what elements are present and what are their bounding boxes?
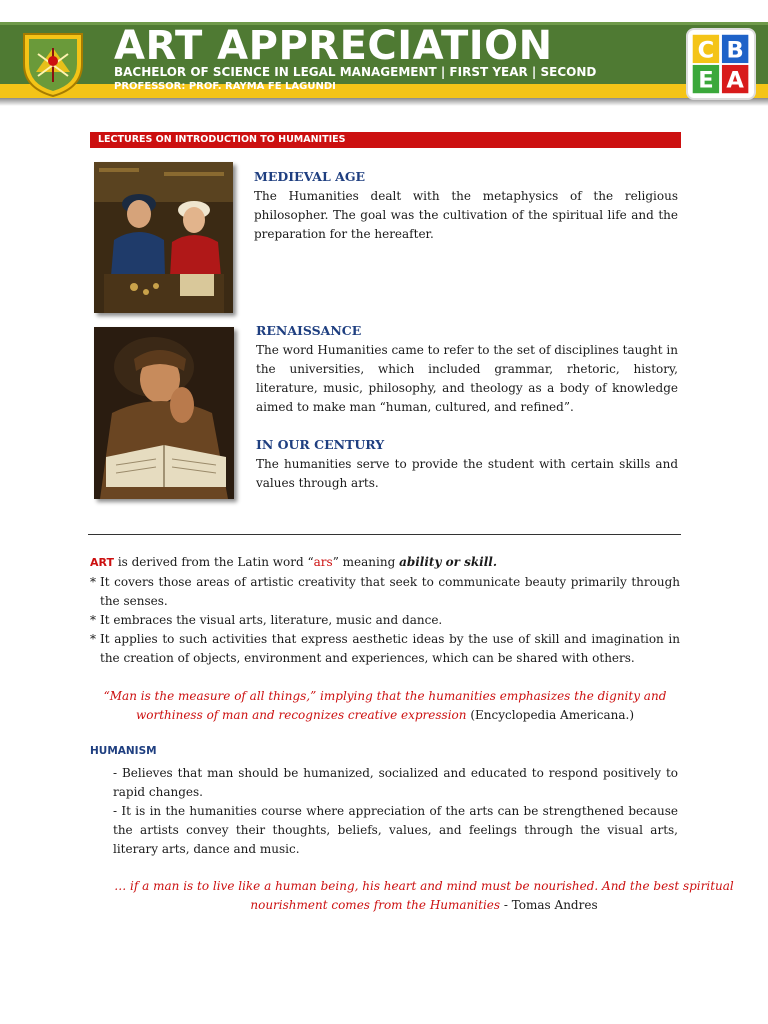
renaissance-text: The word Humanities came to refer to the set of disciplines taught in the universities, which included grammar, rhetoric, history, literature, music, philosophy, and theology as a body of knowledge aimed to make man “human, cultured, and refined”. xyxy=(256,343,678,414)
svg-text:A: A xyxy=(726,67,744,94)
page-header xyxy=(0,22,768,108)
section-divider xyxy=(88,534,681,535)
medieval-age-heading: MEDIEVAL AGE xyxy=(254,169,366,184)
closing-quote-text: … if a man is to live like a human being, his heart and mind must be nourished. And the best spiritual nourishment comes from the Humanities xyxy=(114,879,734,912)
art-definition xyxy=(90,553,497,572)
art-bullet-list xyxy=(90,573,680,668)
university-seal-icon xyxy=(20,28,86,98)
medieval-age-text: The Humanities dealt with the metaphysics of the religious philosopher. The goal was the cultivation of the spiritual life and the preparation for the hereafter. xyxy=(254,189,678,241)
section-title-bar: LECTURES ON INTRODUCTION TO HUMANITIES xyxy=(90,132,681,148)
our-century-text: The humanities serve to provide the student with certain skills and values through arts. xyxy=(256,457,678,490)
course-subtitle: BACHELOR OF SCIENCE IN LEGAL MANAGEMENT | FIRST YEAR | SECOND xyxy=(114,65,597,79)
cbea-logo-icon xyxy=(686,28,756,100)
bullet-text: It covers those areas of artistic creativity that seek to communicate beauty primarily through the senses. xyxy=(100,575,680,608)
humanism-list xyxy=(113,764,678,859)
closing-quote-author: - Tomas Andres xyxy=(500,898,598,912)
professor-line: PROFESSOR: PROF. RAYMA FE LAGUNDI xyxy=(114,81,336,92)
asterisk-icon: * xyxy=(90,575,96,589)
bullet-text: It applies to such activities that express aesthetic ideas by the use of skill and imagination in the creation of objects, environment and experiences, which can be shared with others. xyxy=(100,632,680,665)
latin-word: ars xyxy=(313,555,333,569)
art-meaning: ability or skill. xyxy=(399,555,498,569)
medieval-painting-image xyxy=(94,162,233,313)
quote-text: “Man is the measure of all things,” implying that the humanities emphasizes the dignity and worthiness of man and recognizes creative expression xyxy=(103,689,667,722)
art-definition-text-2: ” meaning xyxy=(332,555,400,569)
quote-source: (Encyclopedia Americana.) xyxy=(466,708,635,722)
asterisk-icon: * xyxy=(90,632,96,646)
list-item: - It is in the humanities course where appreciation of the arts can be strengthened because the artists convey their thoughts, beliefs, values, and feelings through the visual arts, literary arts, dance and music. xyxy=(113,804,678,856)
asterisk-icon: * xyxy=(90,613,96,627)
renaissance-painting-image xyxy=(94,327,234,499)
our-century-heading: IN OUR CENTURY xyxy=(256,437,385,452)
svg-text:B: B xyxy=(726,37,744,64)
humanities-quote xyxy=(90,687,680,725)
art-definition-text-1: is derived from the Latin word “ xyxy=(114,555,314,569)
list-item xyxy=(90,573,680,611)
closing-quote xyxy=(90,877,758,915)
art-term: ART xyxy=(90,556,114,569)
page-title: ART APPRECIATION xyxy=(114,23,553,69)
header-shadow xyxy=(0,98,768,106)
bullet-text: It embraces the visual arts, literature, music and dance. xyxy=(100,613,443,627)
svg-text:E: E xyxy=(698,67,714,94)
humanism-heading: HUMANISM xyxy=(90,745,157,757)
svg-text:C: C xyxy=(697,37,715,64)
list-item: - Believes that man should be humanized, socialized and educated to respond positively to rapid changes. xyxy=(113,766,678,799)
list-item xyxy=(90,611,680,630)
renaissance-heading: RENAISSANCE xyxy=(256,323,362,338)
list-item xyxy=(90,630,680,668)
